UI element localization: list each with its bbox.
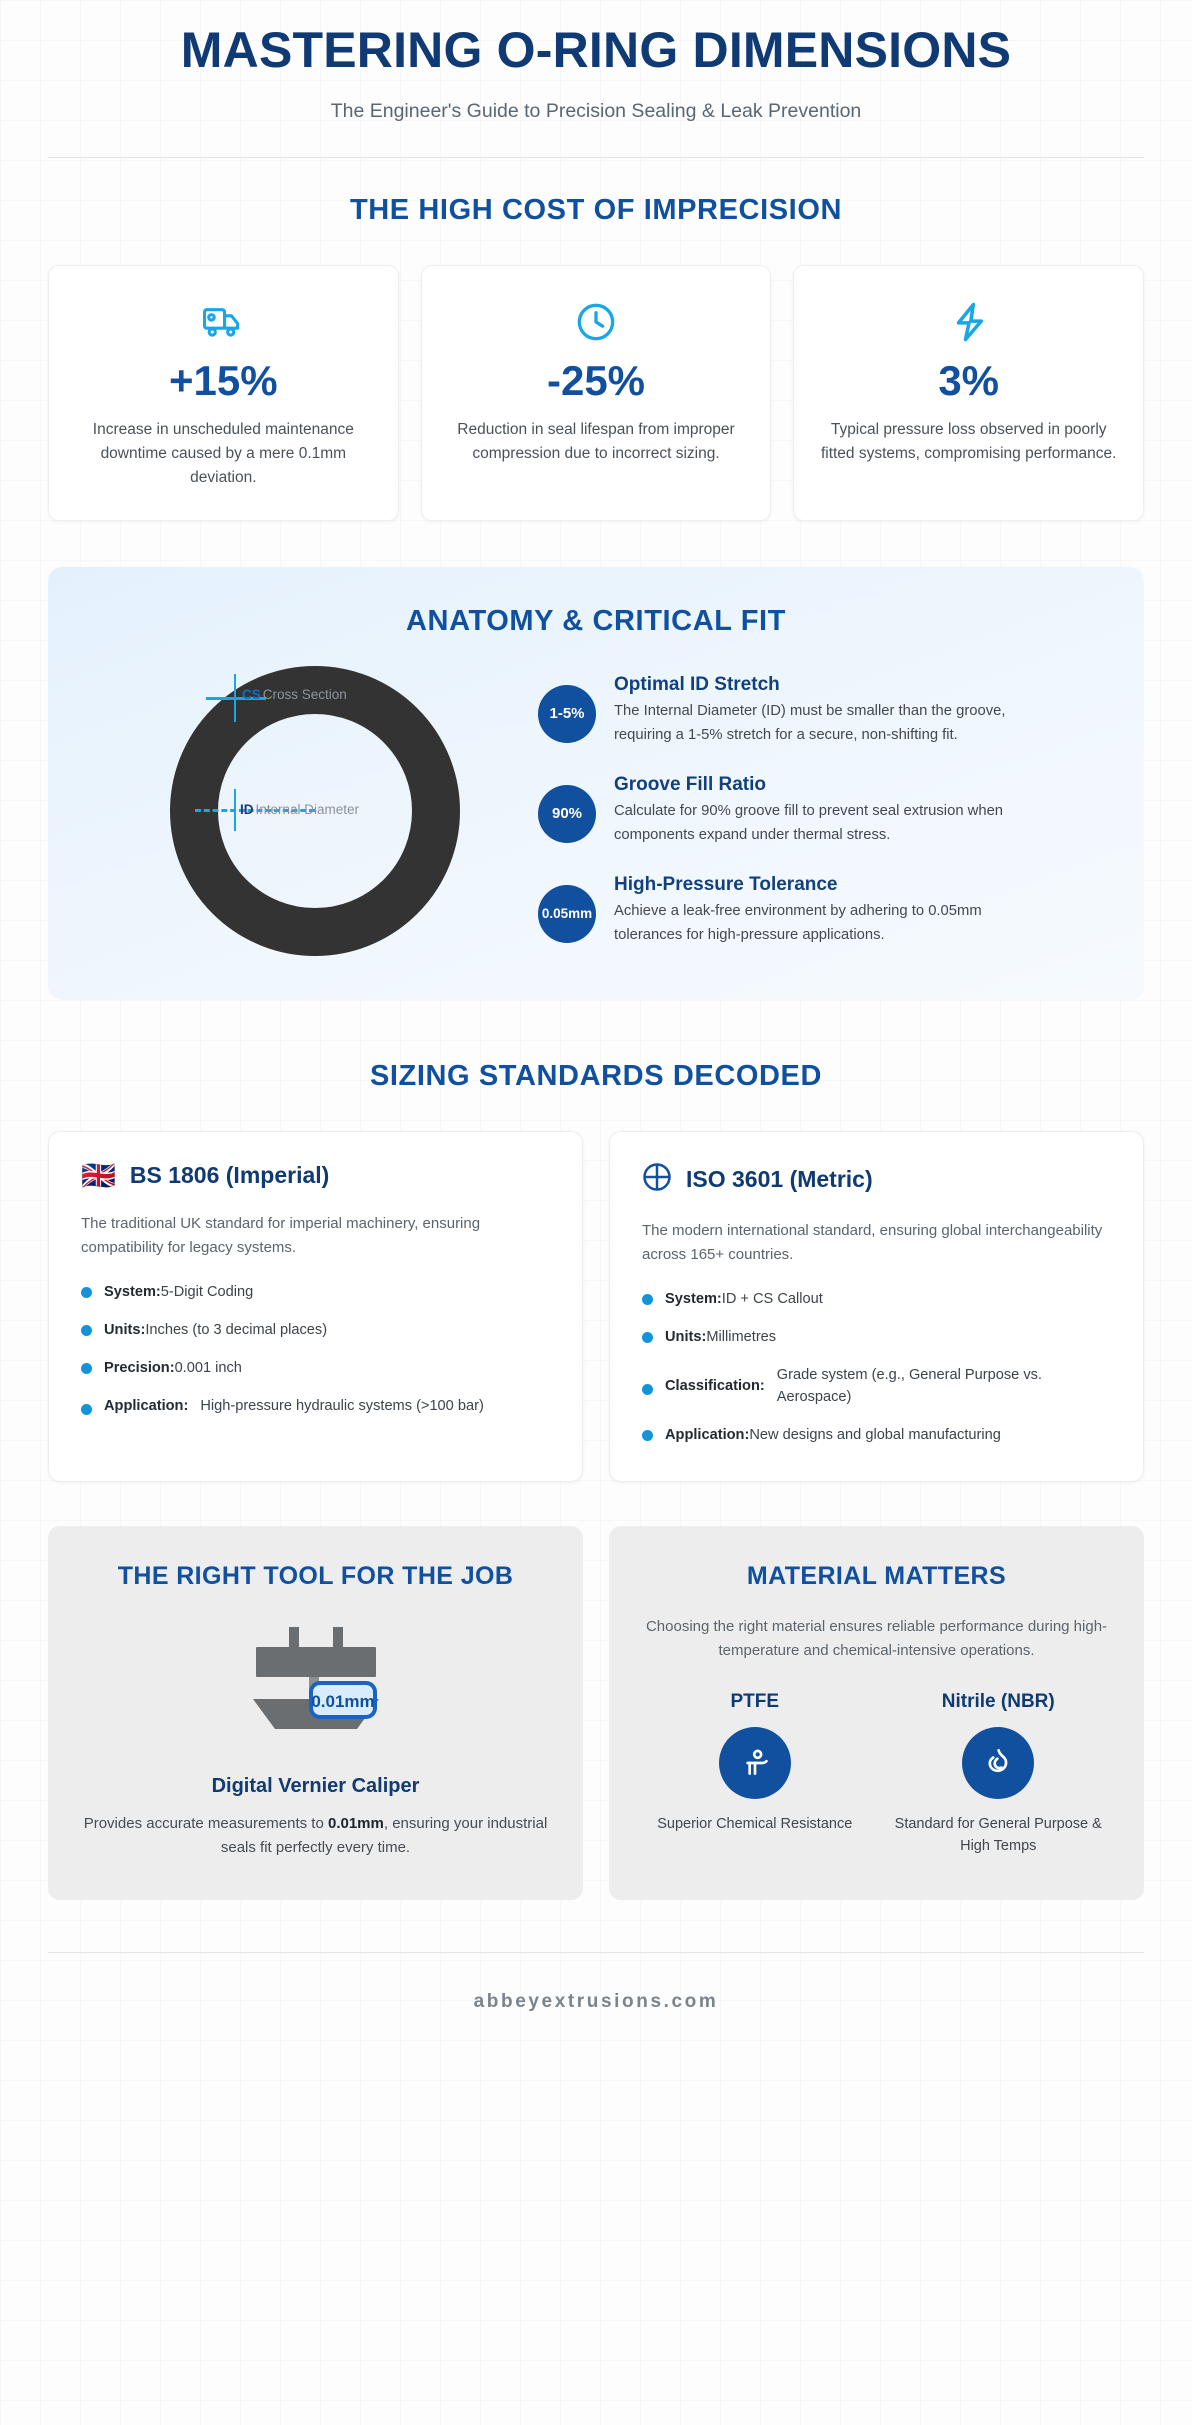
material-caption: Superior Chemical Resistance — [657, 1815, 853, 1832]
oring-diagram — [88, 656, 528, 956]
tool-card — [48, 1526, 583, 1900]
flask-icon — [719, 1727, 791, 1799]
cross-section-label — [242, 687, 347, 702]
anatomy-facts-list — [538, 656, 1104, 948]
material-caption: Standard for General Purpose & High Temps — [894, 1815, 1102, 1855]
stat-value: 3% — [938, 356, 1000, 404]
internal-diameter-marker — [234, 789, 236, 831]
page-subtitle: The Engineer's Guide to Precision Sealing & Leak Prevention — [330, 99, 862, 122]
material-item-nitrile — [887, 1691, 1111, 1858]
spec-value: Millimetres — [706, 1329, 777, 1346]
cs-full-label: Cross Section — [262, 686, 347, 702]
uk-flag-icon: 🇬🇧 — [81, 1159, 116, 1191]
spec-value: New designs and global manufacturing — [749, 1426, 1001, 1443]
anatomy-section — [48, 567, 1144, 1000]
fact-text: Calculate for 90% groove fill to prevent seal extrusion when components expand under thermal stress. — [614, 802, 1004, 843]
website-url: abbeyextrusions.com — [473, 1990, 719, 2012]
list-item — [642, 1365, 1111, 1409]
list-item — [81, 1358, 550, 1380]
spec-key: Units: — [104, 1322, 146, 1339]
list-item — [81, 1282, 550, 1304]
spec-value: ID + CS Callout — [721, 1291, 823, 1308]
list-item — [81, 1396, 550, 1418]
anatomy-heading: ANATOMY & CRITICAL FIT — [406, 604, 786, 637]
tool-heading: THE RIGHT TOOL FOR THE JOB — [117, 1561, 514, 1590]
caliper-icon — [82, 1611, 549, 1761]
list-item — [642, 1327, 1111, 1349]
stat-value: -25% — [546, 356, 646, 404]
cs-abbr: CS — [242, 686, 261, 702]
bottom-cards-row — [48, 1526, 1144, 1900]
cost-section-heading: THE HIGH COST OF IMPRECISION — [349, 193, 843, 226]
materials-heading: MATERIAL MATTERS — [746, 1561, 1007, 1590]
list-item — [642, 1289, 1111, 1311]
spec-key: Application: — [665, 1426, 750, 1443]
tool-description — [82, 1812, 549, 1860]
spec-value: Inches (to 3 decimal places) — [145, 1322, 328, 1339]
globe-crosshair-icon — [642, 1162, 672, 1197]
internal-diameter-label — [240, 802, 359, 817]
id-full-label: Internal Diameter — [255, 801, 360, 817]
fact-title: High-Pressure Tolerance — [614, 873, 838, 895]
stat-cards-row — [48, 265, 1144, 521]
fact-badge: 90% — [538, 785, 596, 843]
spec-key: System: — [665, 1291, 722, 1308]
material-name: Nitrile (NBR) — [941, 1690, 1055, 1712]
tool-name: Digital Vernier Caliper — [211, 1774, 420, 1797]
id-abbr: ID — [240, 801, 254, 817]
page-title: MASTERING O-RING DIMENSIONS — [180, 22, 1012, 78]
stat-card — [421, 265, 772, 521]
standards-heading: SIZING STANDARDS DECODED — [369, 1059, 823, 1092]
truck-icon — [71, 298, 376, 346]
list-item — [81, 1320, 550, 1342]
list-item — [642, 1425, 1111, 1447]
header-divider — [48, 157, 1144, 158]
fact-badge: 0.05mm — [538, 885, 596, 943]
fact-item — [538, 774, 1104, 848]
spec-key: Units: — [665, 1329, 707, 1346]
stat-card — [48, 265, 399, 521]
fact-item — [538, 674, 1104, 748]
standard-spec-list — [81, 1282, 550, 1418]
spec-key: Classification: — [665, 1378, 765, 1395]
material-name: PTFE — [730, 1690, 780, 1712]
standards-cards-row — [48, 1131, 1144, 1482]
fact-badge: 1-5% — [538, 685, 596, 743]
standard-description: The modern international standard, ensuring global interchangeability across 165+ countries. — [642, 1221, 1103, 1264]
standard-title: ISO 3601 (Metric) — [686, 1165, 873, 1192]
bullet-icon — [642, 1294, 653, 1305]
standard-card-bs1806 — [48, 1131, 583, 1482]
fact-title: Optimal ID Stretch — [614, 673, 780, 695]
tool-desc-bold: 0.01mm — [327, 1814, 384, 1832]
fact-text: Achieve a leak-free environment by adhering to 0.05mm tolerances for high-pressure applications. — [614, 902, 982, 943]
tool-desc-after: , ensuring your industrial seals fit perfectly every time. — [220, 1814, 548, 1856]
spec-value: 5-Digit Coding — [160, 1284, 254, 1301]
bullet-icon — [81, 1363, 92, 1374]
spec-key: Precision: — [104, 1360, 175, 1377]
standard-card-iso3601 — [609, 1131, 1144, 1482]
page-footer — [48, 1953, 1144, 2053]
fact-text: The Internal Diameter (ID) must be smaller than the groove, requiring a 1-5% stretch for a secure, non-shifting fit. — [614, 702, 1006, 743]
clock-icon — [444, 298, 749, 346]
tool-desc-before: Provides accurate measurements to — [83, 1814, 328, 1832]
page-header — [48, 0, 1144, 158]
fact-item — [538, 874, 1104, 948]
bullet-icon — [642, 1384, 653, 1395]
standard-title: BS 1806 (Imperial) — [129, 1162, 330, 1189]
fact-title: Groove Fill Ratio — [614, 773, 767, 795]
standard-spec-list — [642, 1289, 1111, 1446]
spec-value: 0.001 inch — [174, 1360, 242, 1377]
materials-card — [609, 1526, 1144, 1900]
caliper-readout: 0.01mm — [310, 1691, 375, 1711]
bullet-icon — [81, 1404, 92, 1415]
spec-value: Grade system (e.g., General Purpose vs. Aerospace) — [776, 1367, 1042, 1405]
material-item-ptfe — [643, 1691, 867, 1858]
lightning-bolt-icon — [816, 298, 1121, 346]
materials-description: Choosing the right material ensures reliable performance during high-temperature and chemical-intensive operations. — [645, 1617, 1108, 1659]
bullet-icon — [642, 1430, 653, 1441]
stat-description: Increase in unscheduled maintenance downtime caused by a mere 0.1mm deviation. — [92, 420, 354, 486]
spec-key: Application: — [104, 1398, 189, 1414]
spec-value: High-pressure hydraulic systems (>100 bar) — [200, 1398, 484, 1414]
stat-value: +15% — [169, 356, 278, 404]
spec-key: System: — [104, 1284, 161, 1301]
bullet-icon — [81, 1325, 92, 1336]
standard-description: The traditional UK standard for imperial machinery, ensuring compatibility for legacy systems. — [81, 1214, 481, 1257]
flame-icon — [962, 1727, 1034, 1799]
stat-description: Typical pressure loss observed in poorly fitted systems, compromising performance. — [820, 420, 1117, 462]
stat-card — [793, 265, 1144, 521]
bullet-icon — [642, 1332, 653, 1343]
stat-description: Reduction in seal lifespan from improper compression due to incorrect sizing. — [457, 420, 735, 462]
bullet-icon — [81, 1287, 92, 1298]
